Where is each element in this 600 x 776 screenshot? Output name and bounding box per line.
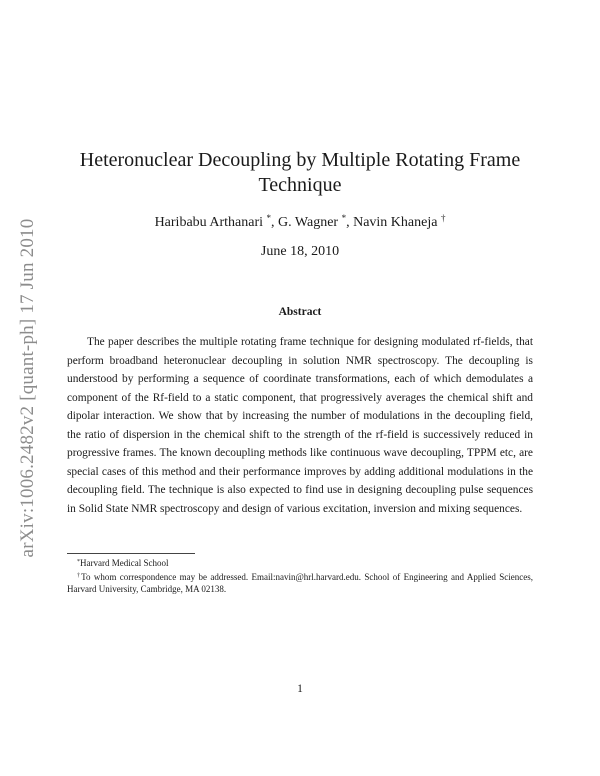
author-name: G. Wagner (278, 215, 339, 230)
author-separator: , (271, 215, 275, 230)
footnote-mark: † (77, 572, 82, 579)
abstract-heading: Abstract (278, 306, 322, 318)
arxiv-identifier: arXiv:1006.2482v2 [quant-ph] 17 Jun 2010 (17, 218, 38, 558)
paper-title (60, 148, 540, 198)
author-footnote-mark: * (341, 213, 347, 223)
author-footnote-mark: * (266, 213, 272, 223)
footnote-divider (67, 553, 195, 554)
author-footnote-mark: † (440, 213, 446, 223)
abstract-body: The paper describes the multiple rotating frame technique for designing modulated rf-fields, that perform broadband heteronuclear decoupling in solution NMR spectroscopy. The decoupling is understood by performing a sequence of coordinate transformations, each of which demodulates a component of the Rf-field to a static component, that progressively averages the chemical shift and dipolar interaction. We show that by increasing the number of modulations in the decoupling field, the ratio of dispersion in the chemical shift to the strength of the rf-field is successively reduced in progressive frames. The known decoupling methods like continuous wave decoupling, TPPM etc, are special cases of this method and their performance improves by adding additional modulations in the decoupling field. The technique is also expected to find use in designing decoupling pulse sequences in Solid State NMR spectroscopy and design of various excitation, inversion and mixing sequences. (67, 336, 533, 515)
author-separator: , (346, 215, 350, 230)
footnote-text: Harvard Medical School (80, 558, 169, 568)
footnote-text: To whom correspondence may be addressed. Email:navin@hrl.harvard.edu. School of Engineering and Applied Sciences, Harvard University, Cambridge, MA 02138. (67, 571, 534, 594)
author-list (60, 209, 540, 232)
footnote-mark: * (77, 559, 80, 565)
title-line-1: Heteronuclear Decoupling by Multiple Rotating Frame (79, 149, 521, 171)
footnote (67, 556, 533, 570)
footnote (67, 570, 533, 596)
author-name: Navin Khaneja (353, 215, 438, 230)
title-line-2: Technique (258, 174, 342, 196)
publication-date: June 18, 2010 (260, 244, 340, 259)
author-name: Haribabu Arthanari (154, 215, 264, 230)
page-number: 1 (297, 683, 303, 695)
footnotes (67, 556, 533, 596)
